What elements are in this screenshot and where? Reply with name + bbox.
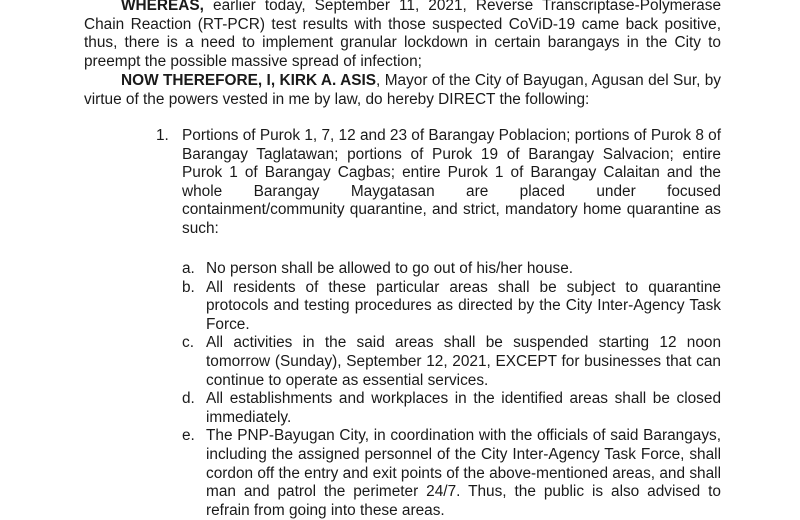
sub-item-letter: a. (182, 260, 195, 277)
sub-item-text: No person shall be allowed to go out of his/her house. (206, 260, 574, 277)
sub-item (182, 279, 721, 335)
sub-item (182, 390, 721, 427)
sub-item-letter: c. (182, 334, 194, 352)
now-therefore-lead: NOW THEREFORE, I, KIRK A. ASIS (121, 72, 377, 89)
sub-item (182, 260, 721, 279)
whereas-paragraph (84, 0, 721, 71)
sub-item-letter: d. (182, 390, 195, 408)
sub-item-list (182, 260, 721, 520)
sub-item-text: All activities in the said areas shall be suspended starting 12 noon tomorrow (Sunday), September 12, 2021, EXCEPT for businesses that can continue to operate as essential services. (206, 334, 721, 389)
item-text: Portions of Purok 1, 7, 12 and 23 of Barangay Poblacion; portions of Purok 8 of Barangay Taglatawan; portions of Purok 19 of Barangay Salvacion; entire Purok 1 of Barangay Cagbas; entire Purok 1 of Barangay Calaitan and the whole Barangay Maygatasan are placed under focused containment/community quarantine, and strict, mandatory home quarantine as such: (182, 127, 722, 237)
sub-item-text: All establishments and workplaces in the identified areas shall be closed immediately. (206, 390, 721, 426)
whereas-lead: WHEREAS, (121, 0, 204, 14)
sub-item-letter: e. (182, 427, 195, 445)
item-number: 1. (156, 127, 169, 144)
now-therefore-text: , Mayor of the City of Bayugan, Agusan del Sur, by virtue of the powers vested in me by law, do hereby DIRECT the following: (84, 72, 721, 108)
whereas-text: earlier today, September 11, 2021, Reverse Transcriptase-Polymerase Chain Reaction (RT-PCR) test results with those suspected CoViD-19 came back positive, thus, there is a need to implement granular lockdown in certain barangays in the City to preempt the possible massive spread of infection; (84, 0, 721, 70)
sub-item (182, 427, 721, 520)
directive-item-1 (156, 127, 721, 239)
sub-item-text: All residents of these particular areas shall be subject to quarantine protocols and testing procedures as directed by the City Inter-Agency Task Force. (206, 278, 721, 333)
sub-item-text: The PNP-Bayugan City, in coordination with the officials of said Barangays, including the assigned personnel of the City Inter-Agency Task Force, shall cordon off the entry and exit points of the above-mentioned areas, and shall man and patrol the perimeter 24/7. Thus, the public is also advised to refrain from going into these areas. (206, 427, 721, 519)
now-therefore-paragraph (84, 72, 721, 109)
sub-item-letter: b. (182, 278, 195, 296)
sub-item (182, 334, 721, 390)
